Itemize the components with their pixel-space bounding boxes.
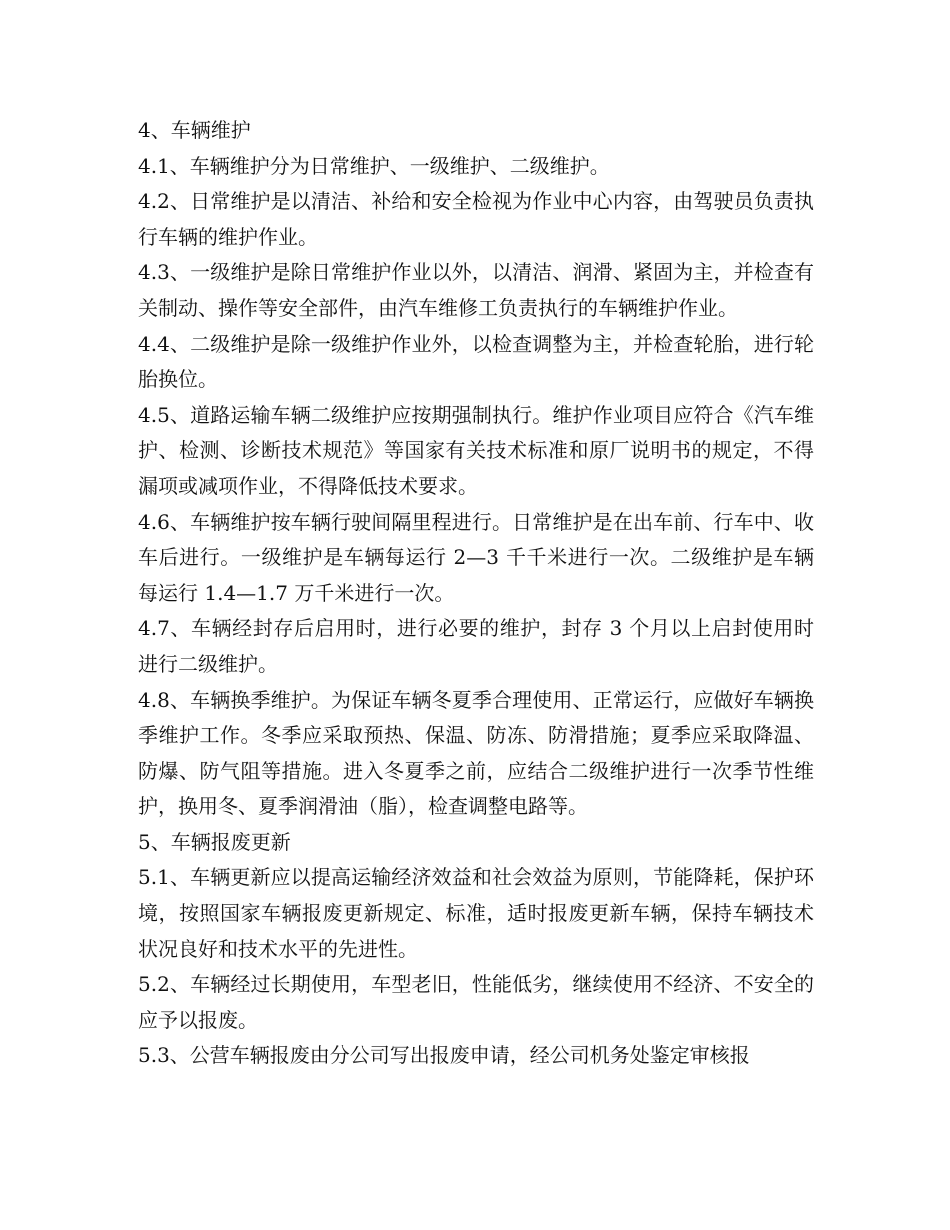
paragraph-4-6: 4.6、车辆维护按车辆行驶间隔里程进行。日常维护是在出车前、行车中、收车后进行。一级维护是车辆每运行 2—3 千千米进行一次。二级维护是车辆每运行 1.4—1.7 万千米进行一次。 [138,509,814,605]
paragraph-4-5: 4.5、道路运输车辆二级维护应按期强制执行。维护作业项目应符合《汽车维护、检测、诊断技术规范》等国家有关技术标准和原厂说明书的规定，不得漏项或减项作业，不得降低技术要求。 [138,402,814,498]
section-heading-vehicle-scrapping: 5、车辆报废更新 [138,829,291,854]
paragraph-4-3: 4.3、一级维护是除日常维护作业以外，以清洁、润滑、紧固为主，并检查有关制动、操作等安全部件，由汽车维修工负责执行的车辆维护作业。 [138,260,814,320]
section-heading-vehicle-maintenance: 4、车辆维护 [138,118,251,142]
paragraph-4-1: 4.1、车辆维护分为日常维护、一级维护、二级维护。 [138,153,610,178]
paragraph-4-4: 4.4、二级维护是除一级维护作业外，以检查调整为主，并检查轮胎，进行轮胎换位。 [138,331,814,392]
paragraph-5-3: 5.3、公营车辆报废由分公司写出报废申请，经公司机务处鉴定审核报 [138,1043,750,1068]
paragraph-4-2: 4.2、日常维护是以清洁、补给和安全检视为作业中心内容，由驾驶员负责执行车辆的维护作业。 [138,189,814,249]
paragraph-5-1: 5.1、车辆更新应以提高运输经济效益和社会效益为原则，节能降耗，保护环境，按照国家车辆报废更新规定、标准，适时报废更新车辆，保持车辆技术状况良好和技术水平的先进性。 [138,865,814,961]
paragraph-4-7: 4.7、车辆经封存后启用时，进行必要的维护，封存 3 个月以上启封使用时进行二级维护。 [138,616,814,676]
paragraph-4-8: 4.8、车辆换季维护。为保证车辆冬夏季合理使用、正常运行，应做好车辆换季维护工作。冬季应采取预热、保温、防冻、防滑措施；夏季应采取降温、防爆、防气阻等措施。进入冬夏季之前，应结合二级维护进行一次季节性维护，换用冬、夏季润滑油（脂），检查调整电路等。 [138,687,814,819]
paragraph-5-2: 5.2、车辆经过长期使用，车型老旧，性能低劣，继续使用不经济、不安全的应予以报废。 [138,972,814,1032]
document-body [138,113,814,1074]
